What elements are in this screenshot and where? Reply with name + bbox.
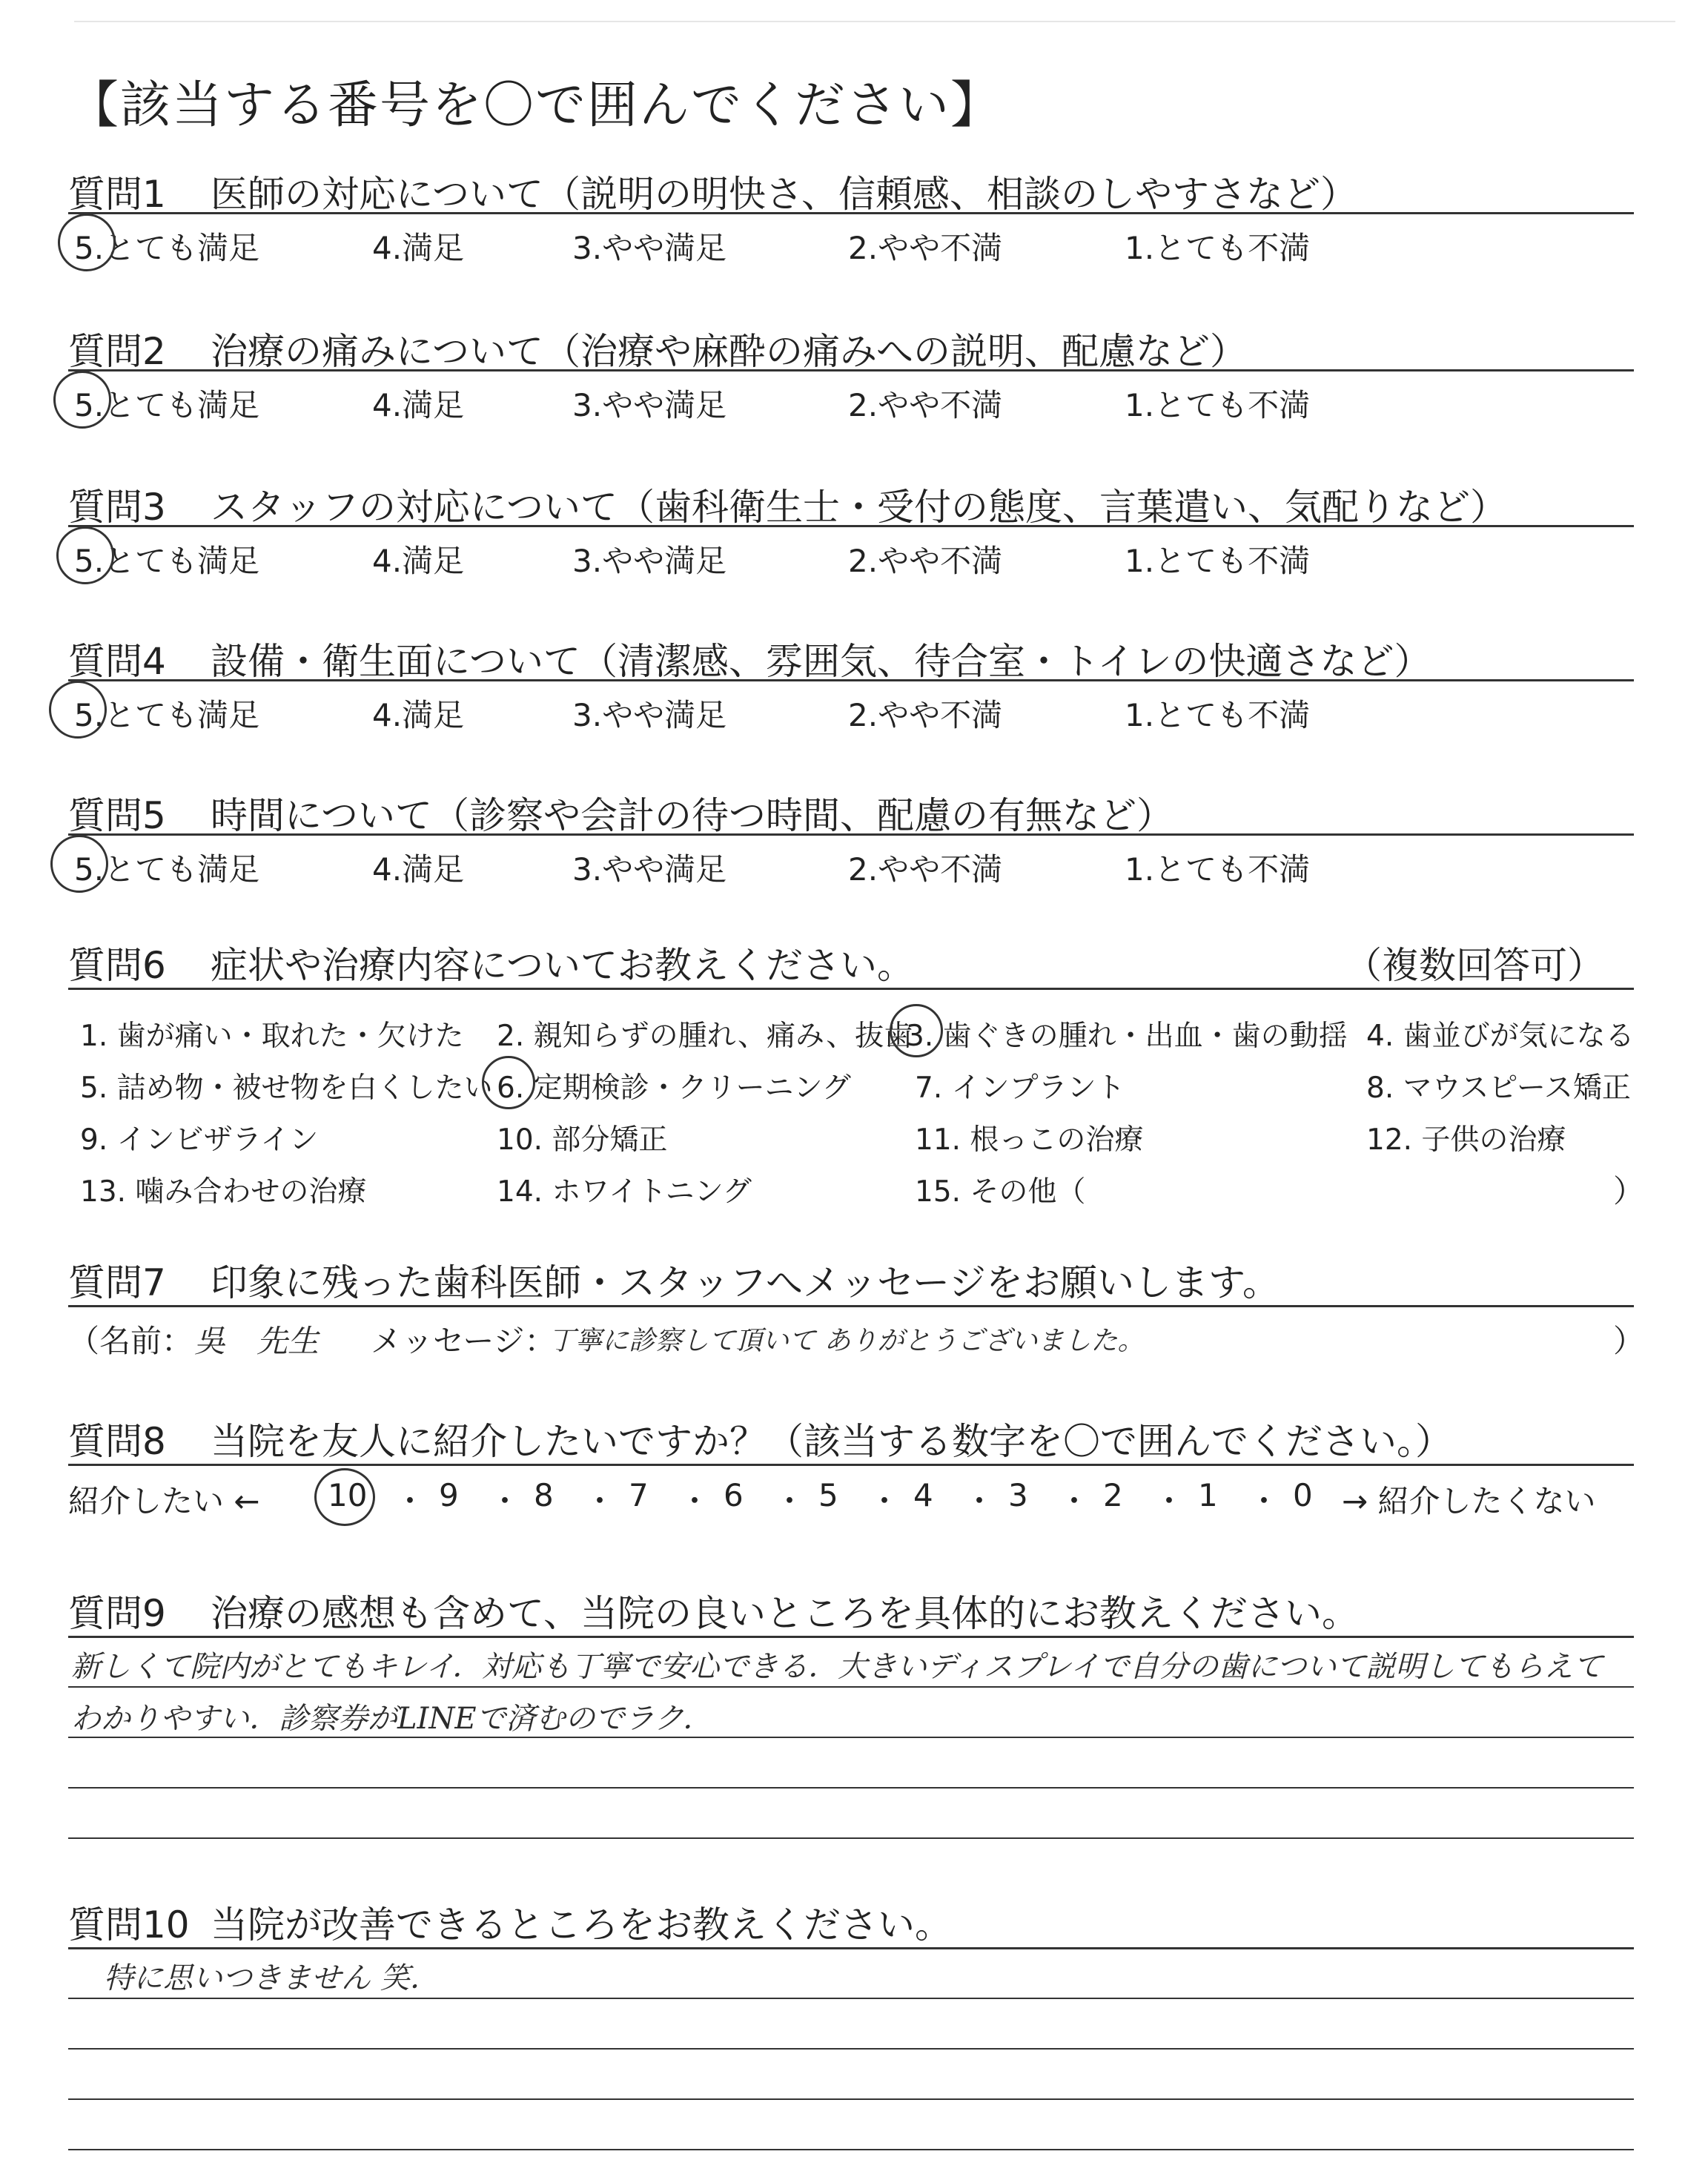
scale-10[interactable]: 10 [328,1477,368,1513]
question-number: 質問5 [68,794,166,837]
question-rule [68,1636,1634,1638]
option-4[interactable]: 4.満足 [372,230,465,266]
option-4[interactable]: 4.満足 [372,543,465,579]
option-1[interactable]: 1.とても不満 [1125,543,1311,579]
scale-dot: ・ [489,1483,521,1519]
answer-rule [68,1837,1634,1839]
question-rule [68,369,1634,371]
option-1[interactable]: 1.とても不満 [1125,697,1311,733]
page-top-rule [74,21,1675,22]
symptom-option-7[interactable]: 7. インプラント [915,1071,1125,1105]
scale-9[interactable]: 9 [439,1477,459,1513]
question-number: 質問1 [68,173,166,216]
scale-dot: ・ [774,1483,806,1519]
option-3[interactable]: 3.やや満足 [572,697,727,733]
symptom-option-3[interactable]: 3. 歯ぐきの腫れ・出血・歯の動揺 [906,1020,1348,1053]
symptom-option-13[interactable]: 13. 噛み合わせの治療 [80,1175,367,1209]
selection-circle [482,1056,535,1109]
answer-line-2[interactable]: わかりやすい．診察券がLINEで済むのでラク． [71,1702,712,1736]
scale-2[interactable]: 2 [1103,1477,1123,1513]
question-rule [68,212,1634,214]
answer-rule [68,1787,1634,1789]
question-number: 質問9 [68,1592,166,1635]
option-2[interactable]: 2.やや不満 [848,851,1003,888]
question-rule [68,679,1634,681]
option-2[interactable]: 2.やや不満 [848,697,1003,733]
option-4[interactable]: 4.満足 [372,387,465,423]
scale-dot: ・ [869,1483,901,1519]
name-value[interactable]: 吳 先生 [194,1323,320,1359]
answer-rule [68,2149,1634,2150]
question-text: 設備・衛生面について（清潔感、雰囲気、待合室・トイレの快適さなど） [211,640,1431,683]
symptom-option-2[interactable]: 2. 親知らずの腫れ、痛み、抜歯 [497,1020,913,1053]
scale-dot: ・ [1248,1483,1280,1519]
message-paren-close: ） [1613,1323,1645,1359]
question-2 [68,322,1634,423]
option-5[interactable]: 5.とても満足 [74,230,260,266]
question-text: 治療の感想も含めて、当院の良いところを具体的にお教えください。 [211,1592,1359,1635]
question-rule [68,525,1634,527]
recommend-right-label: → 紹介したくない [1342,1483,1596,1519]
scale-4[interactable]: 4 [913,1477,933,1513]
option-4[interactable]: 4.満足 [372,697,465,733]
symptom-option-8[interactable]: 8. マウスピース矯正 [1366,1071,1631,1105]
question-number: 質問10 [68,1903,190,1946]
question-text: 時間について（診察や会計の待つ時間、配慮の有無など） [211,794,1174,837]
selection-circle [50,835,108,893]
scale-dot: ・ [679,1483,711,1519]
question-rule [68,1947,1634,1949]
question-number: 質問8 [68,1420,166,1463]
option-5[interactable]: 5.とても満足 [74,697,260,733]
question-1 [68,165,1634,266]
question-number: 質問3 [68,486,166,529]
name-label: （名前： [68,1323,193,1359]
question-number: 質問4 [68,640,166,683]
question-rule [68,833,1634,836]
question-9-title [68,1584,1359,1637]
option-5[interactable]: 5.とても満足 [74,851,260,888]
option-3[interactable]: 3.やや満足 [572,230,727,266]
selection-circle [49,681,107,739]
scale-0[interactable]: 0 [1293,1477,1313,1513]
scale-5[interactable]: 5 [818,1477,838,1513]
selection-circle [890,1004,943,1057]
option-2[interactable]: 2.やや不満 [848,387,1003,423]
scale-dot: ・ [1059,1483,1090,1519]
symptom-option-15[interactable]: 15. その他（ [915,1175,1086,1209]
selection-circle [58,214,116,271]
symptom-option-10[interactable]: 10. 部分矯正 [497,1123,668,1157]
question-rule [68,988,1634,990]
scale-dot: ・ [394,1483,426,1519]
question-8-title [68,1412,1452,1465]
scale-dot: ・ [584,1483,616,1519]
answer-rule [68,1998,1634,1999]
message-label: メッセージ： [371,1323,556,1359]
question-text: 治療の痛みについて（治療や麻酔の痛みへの説明、配慮など） [211,330,1247,373]
selection-circle [56,526,114,584]
question-text: スタッフの対応について（歯科衛生士・受付の態度、言葉遣い、気配りなど） [211,486,1507,529]
answer-line-1[interactable]: 特に思いつきません 笑． [104,1961,440,1995]
question-text: 当院を友人に紹介したいですか？（該当する数字を〇で囲んでください。） [211,1420,1452,1463]
option-3[interactable]: 3.やや満足 [572,851,727,888]
symptom-option-11[interactable]: 11. 根っこの治療 [915,1123,1144,1157]
answer-rule [68,1686,1634,1688]
answer-rule [68,2048,1634,2050]
question-rule [68,1305,1634,1307]
question-text: 印象に残った歯科医師・スタッフへメッセージをお願いします。 [211,1261,1280,1304]
scale-1[interactable]: 1 [1198,1477,1218,1513]
form-title: 【該当する番号を〇で囲んでください】 [68,76,1003,135]
option-3[interactable]: 3.やや満足 [572,543,727,579]
question-rule [68,1464,1634,1466]
question-number: 質問7 [68,1261,166,1304]
question-7-title [68,1253,1280,1307]
scale-3[interactable]: 3 [1008,1477,1028,1513]
selection-circle [314,1468,375,1526]
question-number: 質問2 [68,330,166,373]
scale-6[interactable]: 6 [724,1477,744,1513]
other-paren-close: ） [1613,1173,1645,1209]
option-5[interactable]: 5.とても満足 [74,387,260,423]
option-1[interactable]: 1.とても不満 [1125,851,1311,888]
scale-dot: ・ [964,1483,996,1519]
question-text: 医師の対応について（説明の明快さ、信頼感、相談のしやすさなど） [211,173,1357,216]
option-2[interactable]: 2.やや不満 [848,543,1003,579]
symptom-option-1[interactable]: 1. 歯が痛い・取れた・欠けた [80,1020,464,1053]
option-5[interactable]: 5.とても満足 [74,543,260,579]
symptom-option-12[interactable]: 12. 子供の治療 [1366,1123,1566,1157]
message-value[interactable]: 丁寧に診察して頂いて ありがとうございました。 [549,1326,1145,1356]
option-1[interactable]: 1.とても不満 [1125,230,1311,266]
question-text: 症状や治療内容についてお教えください。 [211,944,914,987]
question-text: 当院が改善できるところをお教えください。 [211,1903,952,1946]
option-2[interactable]: 2.やや不満 [848,230,1003,266]
question-5 [68,786,1634,888]
question-4 [68,632,1634,733]
scale-8[interactable]: 8 [534,1477,554,1513]
symptom-option-6[interactable]: 6. 定期検診・クリーニング [497,1071,851,1105]
question-3 [68,478,1634,579]
recommend-left-label: 紹介したい ← [68,1483,260,1519]
answer-line-1[interactable]: 新しくて院内がとてもキレイ．対応も丁寧で安心できる．大きいディスプレイで自分の歯について説明してもらえて [71,1650,1603,1684]
multiple-answer-note: （複数回答可） [1345,944,1604,987]
option-1[interactable]: 1.とても不満 [1125,387,1311,423]
symptom-option-14[interactable]: 14. ホワイトニング [497,1175,752,1209]
option-4[interactable]: 4.満足 [372,851,465,888]
question-number: 質問6 [68,944,166,987]
symptom-option-5[interactable]: 5. 詰め物・被せ物を白くしたい [80,1071,493,1105]
scale-7[interactable]: 7 [629,1477,649,1513]
option-3[interactable]: 3.やや満足 [572,387,727,423]
question-10-title [68,1895,952,1949]
symptom-option-4[interactable]: 4. 歯並びが気になる [1366,1020,1635,1053]
scale-dot: ・ [1153,1483,1185,1519]
symptom-option-9[interactable]: 9. インビザライン [80,1123,319,1157]
selection-circle [53,371,111,429]
answer-rule [68,1737,1634,1738]
answer-rule [68,2098,1634,2100]
